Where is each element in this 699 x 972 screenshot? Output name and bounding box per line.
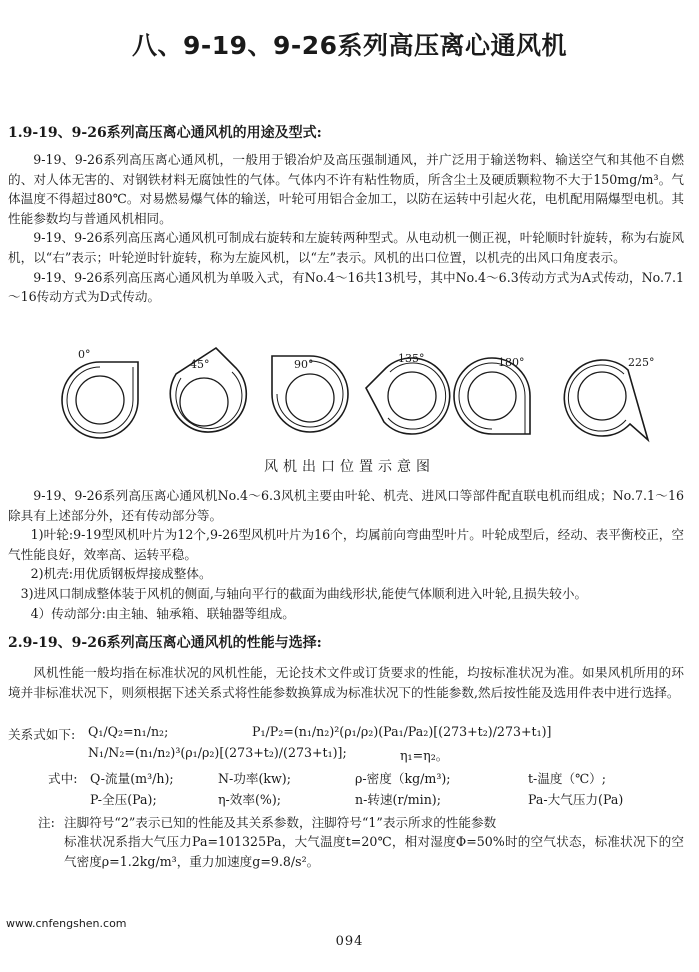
relation-efficiency: η₁=η₂。 [400,748,449,763]
fan-diagram-45 [154,342,254,450]
var-total-pressure: P-全压(Pa); [90,792,157,807]
section1-paragraph-2: 9-19、9-26系列高压离心通风机可制成右旋转和左旋转两种型式。从电动机一侧正视，叶轮顺时针旋转，称为右旋风机，以“右”表示；叶轮逆时针旋转，称为左旋风机，以“左”表示。风机的出口位置，以机壳的出风口角度表示。 [8,230,684,265]
fan-diagram-90 [256,342,356,450]
structure-item-drive: 4）传动部分:由主轴、轴承箱、联轴器等组成。 [30,605,295,621]
var-efficiency: η-效率(%); [218,792,282,807]
section2-heading: 2.9-19、9-26系列高压离心通风机的性能与选择: [8,635,322,651]
section1-paragraph-1: 9-19、9-26系列高压离心通风机，一般用于锻冶炉及高压强制通风，并广泛用于输送物料、输送空气和其他不自燃的、对人体无害的、对钢铁材料无腐蚀性的气体。气体内不许有粘性物质，所含尘土及硬质颗粒物不大于150mg/m³。气体温度不得超过80℃。对易燃易爆气体的输送，叶轮可用铝合金加工，以防在运转中引起火花，电机配用隔爆型电机。其性能参数均与普通风机相同。 [8,152,684,226]
relation-power: N₁/N₂=(n₁/n₂)³(ρ₁/ρ₂)[(273+t₂)/(273+t₁)]; [88,745,347,760]
relations-label: 关系式如下: [8,727,76,742]
section1-heading: 1.9-19、9-26系列高压离心通风机的用途及型式: [8,125,322,141]
section2-body [8,663,684,702]
section2-paragraph-1: 风机性能一般均指在标准状况的风机性能，无论技术文件或订货要求的性能，均按标准状况为准。如果风机所用的环境并非标准状况下，则须根据下述关系式将性能参数换算成为标准状况下的性能参数,然后按性能及选用件表中进行选择。 [8,665,684,700]
angle-label-225: 225° [628,356,655,369]
where-label: 式中: [48,771,78,786]
var-speed: n-转速(r/min); [355,792,441,807]
fan-diagram-180 [440,342,540,450]
page-number: 094 [335,934,364,949]
angle-label-180: 180° [498,356,525,369]
note-label: 注: [38,815,55,830]
page-title: 八、9-19、9-26系列高压离心通风机 [131,31,568,60]
footer-url: www.cnfengshen.com [6,917,127,930]
relation-pressure: P₁/P₂=(n₁/n₂)²(ρ₁/ρ₂)(Pa₁/Pa₂)[(273+t₂)/273+t₁)] [252,724,552,739]
angle-label-45: 45° [190,358,210,371]
structure-item-inlet: 3)进风口制成整体装于风机的侧面,与轴向平行的截面为曲线形状,能使气体顺利进入叶轮,且损失较小。 [20,585,588,601]
structure-item-casing: 2)机壳:用优质钢板焊接成整体。 [30,566,212,582]
var-flow: Q-流量(m³/h); [90,771,174,786]
section1-body [8,150,684,307]
angle-label-90: 90° [294,358,314,371]
structure-section [8,486,684,623]
figure-caption: 风机出口位置示意图 [264,459,435,475]
var-power: N-功率(kw); [218,771,291,786]
note-line-1: 注脚符号“2”表示已知的性能及其关系参数，注脚符号“1”表示所求的性能参数 [64,815,497,830]
note-line-2: 标准状况系指大气压力Pa=101325Pa，大气温度t=20℃，相对湿度Φ=50%时的空气状态，标准状况下的空气密度ρ=1.2kg/m³，重力加速度g=9.8/s²。 [64,834,684,869]
structure-item-impeller: 1)叶轮:9-19型风机叶片为12个,9-26型风机叶片为16个，均属前向弯曲型叶片。叶轮成型后，经动、表平衡校正，空气性能良好，效率高、运转平稳。 [8,527,684,562]
section1-paragraph-3: 9-19、9-26系列高压离心通风机为单吸入式，有No.4～16共13机号，其中No.4～6.3传动方式为A式传动，No.7.1～16传动方式为D式传动。 [8,269,684,305]
fan-diagram-225 [550,342,650,450]
fan-outlet-figure [50,342,680,450]
structure-intro: 9-19、9-26系列高压离心通风机No.4～6.3风机主要由叶轮、机壳、进风口等部件配直联电机而组成；No.7.1～16除具有上述部分外，还有传动部分等。 [8,488,684,523]
note-body [64,832,684,871]
var-atmospheric-pressure: Pa-大气压力(Pa) [528,792,624,807]
angle-label-135: 135° [398,352,425,365]
relation-flow: Q₁/Q₂=n₁/n₂; [88,724,169,739]
var-density: ρ-密度（kg/m³); [355,771,451,786]
var-temperature: t-温度（℃）; [528,771,607,786]
fan-diagram-0 [50,342,150,450]
angle-label-0: 0° [78,348,91,361]
